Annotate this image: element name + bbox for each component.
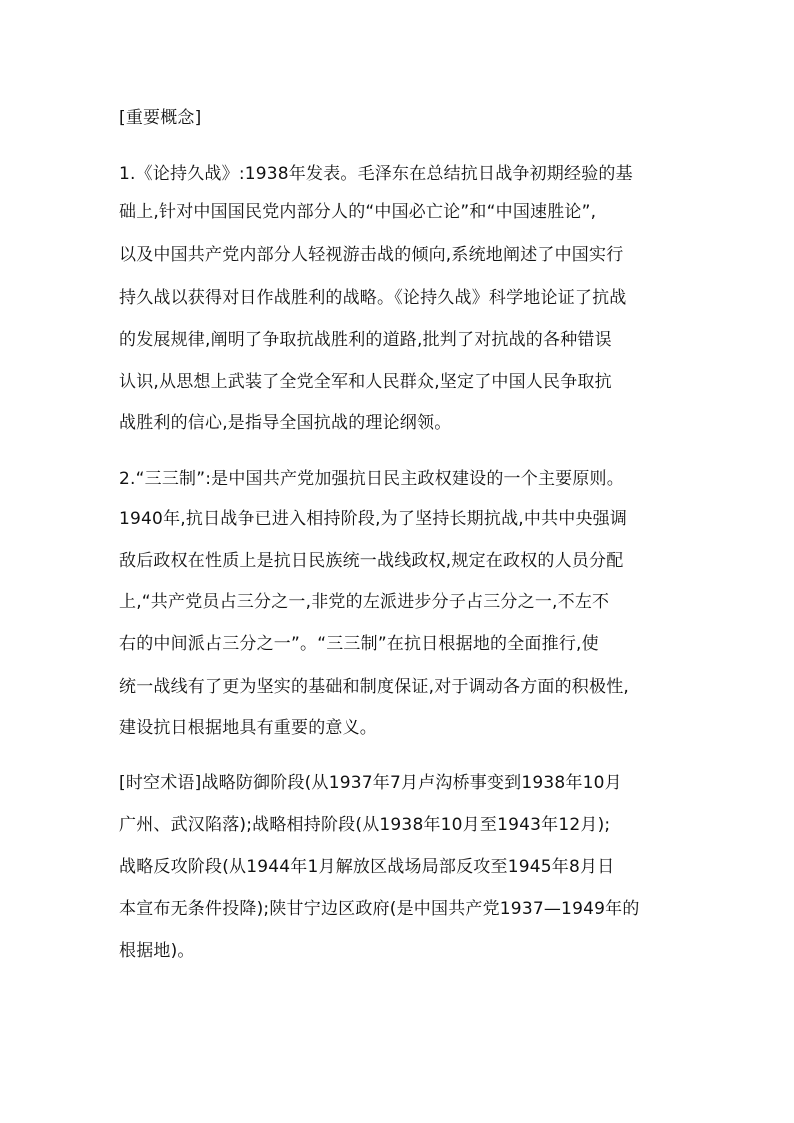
paragraph-line: 本宣布无条件投降);陕甘宁边区政府(是中国共产党1937—1949年的 (119, 899, 640, 919)
paragraph-line: 战略反攻阶段(从1944年1月解放区战场局部反攻至1945年8月日 (119, 857, 615, 877)
paragraph-line: [时空术语]战略防御阶段(从1937年7月卢沟桥事变到1938年10月 (119, 773, 622, 793)
paragraph-line: 1940年,抗日战争已进入相持阶段,为了坚持长期抗战,中共中央强调 (119, 509, 628, 529)
paragraph-line: 持久战以获得对日作战胜利的战略。《论持久战》科学地论证了抗战 (119, 288, 627, 308)
paragraph-line: 础上,针对中国国民党内部分人的“中国必亡论”和“中国速胜论”, (119, 202, 597, 222)
paragraph-line: 以及中国共产党内部分人轻视游击战的倾向,系统地阐述了中国实行 (119, 245, 624, 265)
paragraph-line: 统一战线有了更为坚实的基础和制度保证,对于调动各方面的积极性, (119, 677, 630, 697)
paragraph-line: 广州、武汉陷落);战略相持阶段(从1938年10月至1943年12月); (119, 815, 611, 835)
paragraph-line: 认识,从思想上武装了全党全军和人民群众,坚定了中国人民争取抗 (119, 372, 612, 392)
section-heading: [重要概念] (119, 108, 202, 128)
paragraph-line: 1.《论持久战》:1938年发表。毛泽东在总结抗日战争初期经验的基 (119, 164, 633, 184)
paragraph-line: 敌后政权在性质上是抗日民族统一战线政权,规定在政权的人员分配 (119, 551, 624, 571)
paragraph-line: 上,“共产党员占三分之一,非党的左派进步分子占三分之一,不左不 (119, 592, 610, 612)
paragraph-line: 建设抗日根据地具有重要的意义。 (119, 718, 377, 738)
paragraph-line: 2.“三三制”:是中国共产党加强抗日民主政权建设的一个主要原则。 (119, 469, 624, 489)
paragraph-line: 的发展规律,阐明了争取抗战胜利的道路,批判了对抗战的各种错误 (119, 330, 612, 350)
paragraph-line: 根据地)。 (119, 941, 195, 961)
paragraph-line: 右的中间派占三分之一”。“三三制”在抗日根据地的全面推行,使 (119, 634, 599, 654)
paragraph-line: 战胜利的信心,是指导全国抗战的理论纲领。 (119, 413, 452, 433)
